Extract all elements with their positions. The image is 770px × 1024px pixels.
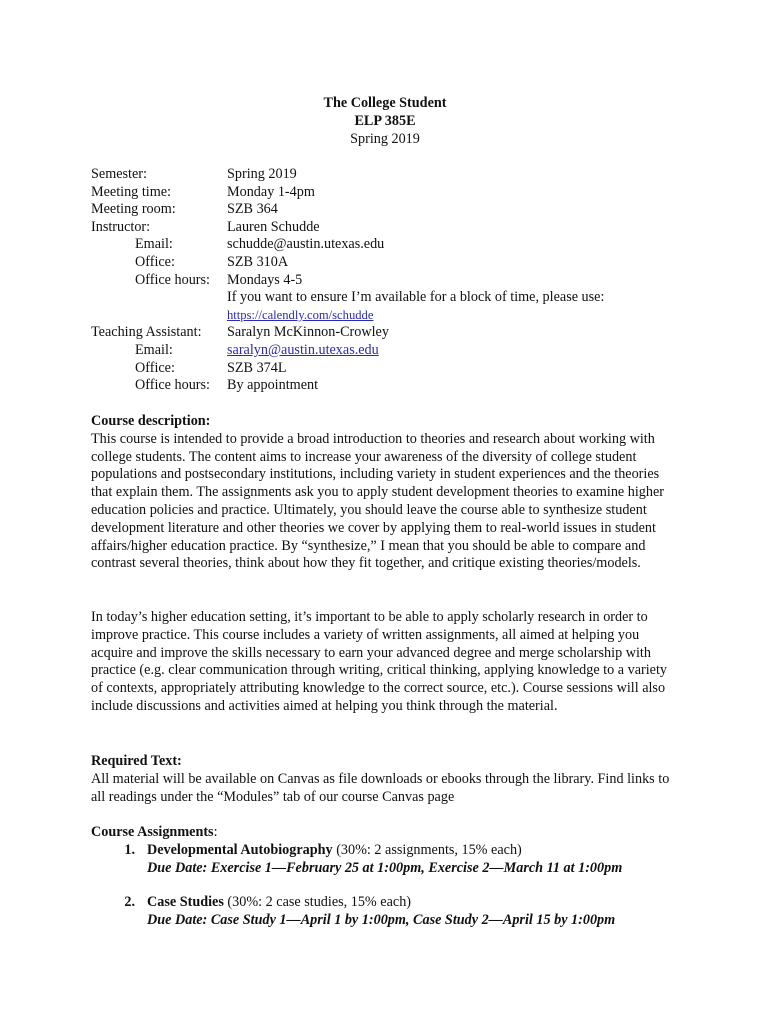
ta-email-link[interactable]: saralyn@austin.utexas.edu	[227, 341, 379, 358]
course-description-para-1: This course is intended to provide a broad introduction to theories and research about working with college students. The content aims to increase your awareness of the diversity of college student populations and postsecondary institutions, including variety in student experiences and the theories that explain them. The assignments ask you to apply student development theories to examine higher education policies and practice. Ultimately, you should leave the course able to synthesize student development literature and other theories we cover by applying them to real-world issues in student affairs/higher education practice. By “synthesize,” I mean that you should be able to compare and contrast several theories, think about how they fit together, and critique existing theories/models.	[91, 430, 665, 572]
course-title: The College Student	[323, 95, 447, 111]
ta-office: SZB 374L	[227, 359, 287, 376]
assignment-item-2	[91, 894, 711, 930]
info-row-meeting-time	[91, 184, 604, 202]
meeting-room-value: SZB 364	[227, 201, 278, 218]
course-info	[91, 166, 604, 395]
required-text-section	[91, 753, 681, 806]
info-row-meeting-room	[91, 201, 604, 219]
assignment-due-date: Due Date: Exercise 1—February 25 at 1:00pm, Exercise 2—March 11 at 1:00pm	[147, 859, 623, 876]
course-term: Spring 2019	[350, 131, 420, 147]
office-label: Office:	[135, 253, 175, 270]
assignments-heading: Course Assignments	[91, 824, 214, 840]
assignments-heading-colon: :	[213, 824, 218, 840]
ta-hours: By appointment	[227, 377, 319, 394]
meeting-room-label: Meeting room:	[91, 201, 176, 218]
ta-label: Teaching Assistant:	[91, 324, 202, 341]
info-row-instructor-office	[91, 254, 604, 272]
info-row-calendly	[91, 307, 604, 325]
email-label: Email:	[135, 236, 173, 253]
calendly-link[interactable]: https://calendly.com/schudde	[227, 307, 374, 322]
meeting-time-label: Meeting time:	[91, 183, 171, 200]
info-row-instructor-email	[91, 236, 604, 254]
semester-value: Spring 2019	[227, 166, 297, 182]
title-block	[0, 94, 770, 148]
info-row-ta-office	[91, 360, 604, 378]
instructor-office: SZB 310A	[227, 253, 289, 270]
availability-note: If you want to ensure I’m available for a block of time, please use:	[227, 289, 605, 306]
assignment-detail: (30%: 2 assignments, 15% each)	[332, 841, 522, 858]
ta-hours-label: Office hours:	[135, 377, 210, 394]
course-description-para-2-block	[91, 609, 681, 716]
instructor-value: Lauren Schudde	[227, 218, 320, 235]
semester-label: Semester:	[91, 166, 147, 182]
assignment-name: Developmental Autobiography	[147, 841, 333, 858]
course-code: ELP 385E	[354, 113, 416, 129]
instructor-hours: Mondays 4-5	[227, 271, 303, 288]
assignment-number: 1.	[124, 841, 135, 858]
assignment-name: Case Studies	[147, 894, 224, 911]
assignment-item-1	[91, 842, 711, 878]
meeting-time-value: Monday 1-4pm	[227, 183, 315, 200]
required-text-body: All material will be available on Canvas as file downloads or ebooks through the library. Find links to all readings under the “Modules” tab of our course Canvas page	[91, 770, 670, 805]
info-row-instructor-hours	[91, 272, 604, 290]
info-row-ta-email	[91, 342, 604, 360]
assignment-number: 2.	[124, 894, 135, 911]
office-hours-label: Office hours:	[135, 271, 210, 288]
info-row-availability	[91, 289, 604, 307]
info-row-semester	[91, 166, 604, 184]
required-text-heading: Required Text:	[91, 753, 182, 769]
instructor-label: Instructor:	[91, 218, 151, 235]
course-description-heading: Course description:	[91, 413, 211, 429]
ta-email-label: Email:	[135, 341, 173, 358]
instructor-email[interactable]: schudde@austin.utexas.edu	[227, 236, 385, 253]
ta-office-label: Office:	[135, 359, 175, 376]
assignment-detail: (30%: 2 case studies, 15% each)	[223, 894, 412, 911]
assignments-section	[91, 824, 711, 930]
assignment-due-date: Due Date: Case Study 1—April 1 by 1:00pm, Case Study 2—April 15 by 1:00pm	[147, 912, 616, 929]
ta-value: Saralyn McKinnon-Crowley	[227, 324, 389, 341]
info-row-ta-hours	[91, 377, 604, 395]
course-description-para-2: In today’s higher education setting, it’s important to be able to apply scholarly research in order to improve practice. This course includes a variety of written assignments, all aimed at helping you acquire and improve the skills necessary to earn your advanced degree and merge scholarship with practice (e.g. clear communication through writing, critical thinking, applying knowledge to a variety of contexts, appropriately attributing knowledge to the correct source, etc.). Course sessions will also include discussions and activities aimed at helping you think through the material.	[91, 609, 667, 714]
info-row-instructor	[91, 219, 604, 237]
course-description-section	[91, 413, 681, 573]
info-row-ta	[91, 324, 604, 342]
